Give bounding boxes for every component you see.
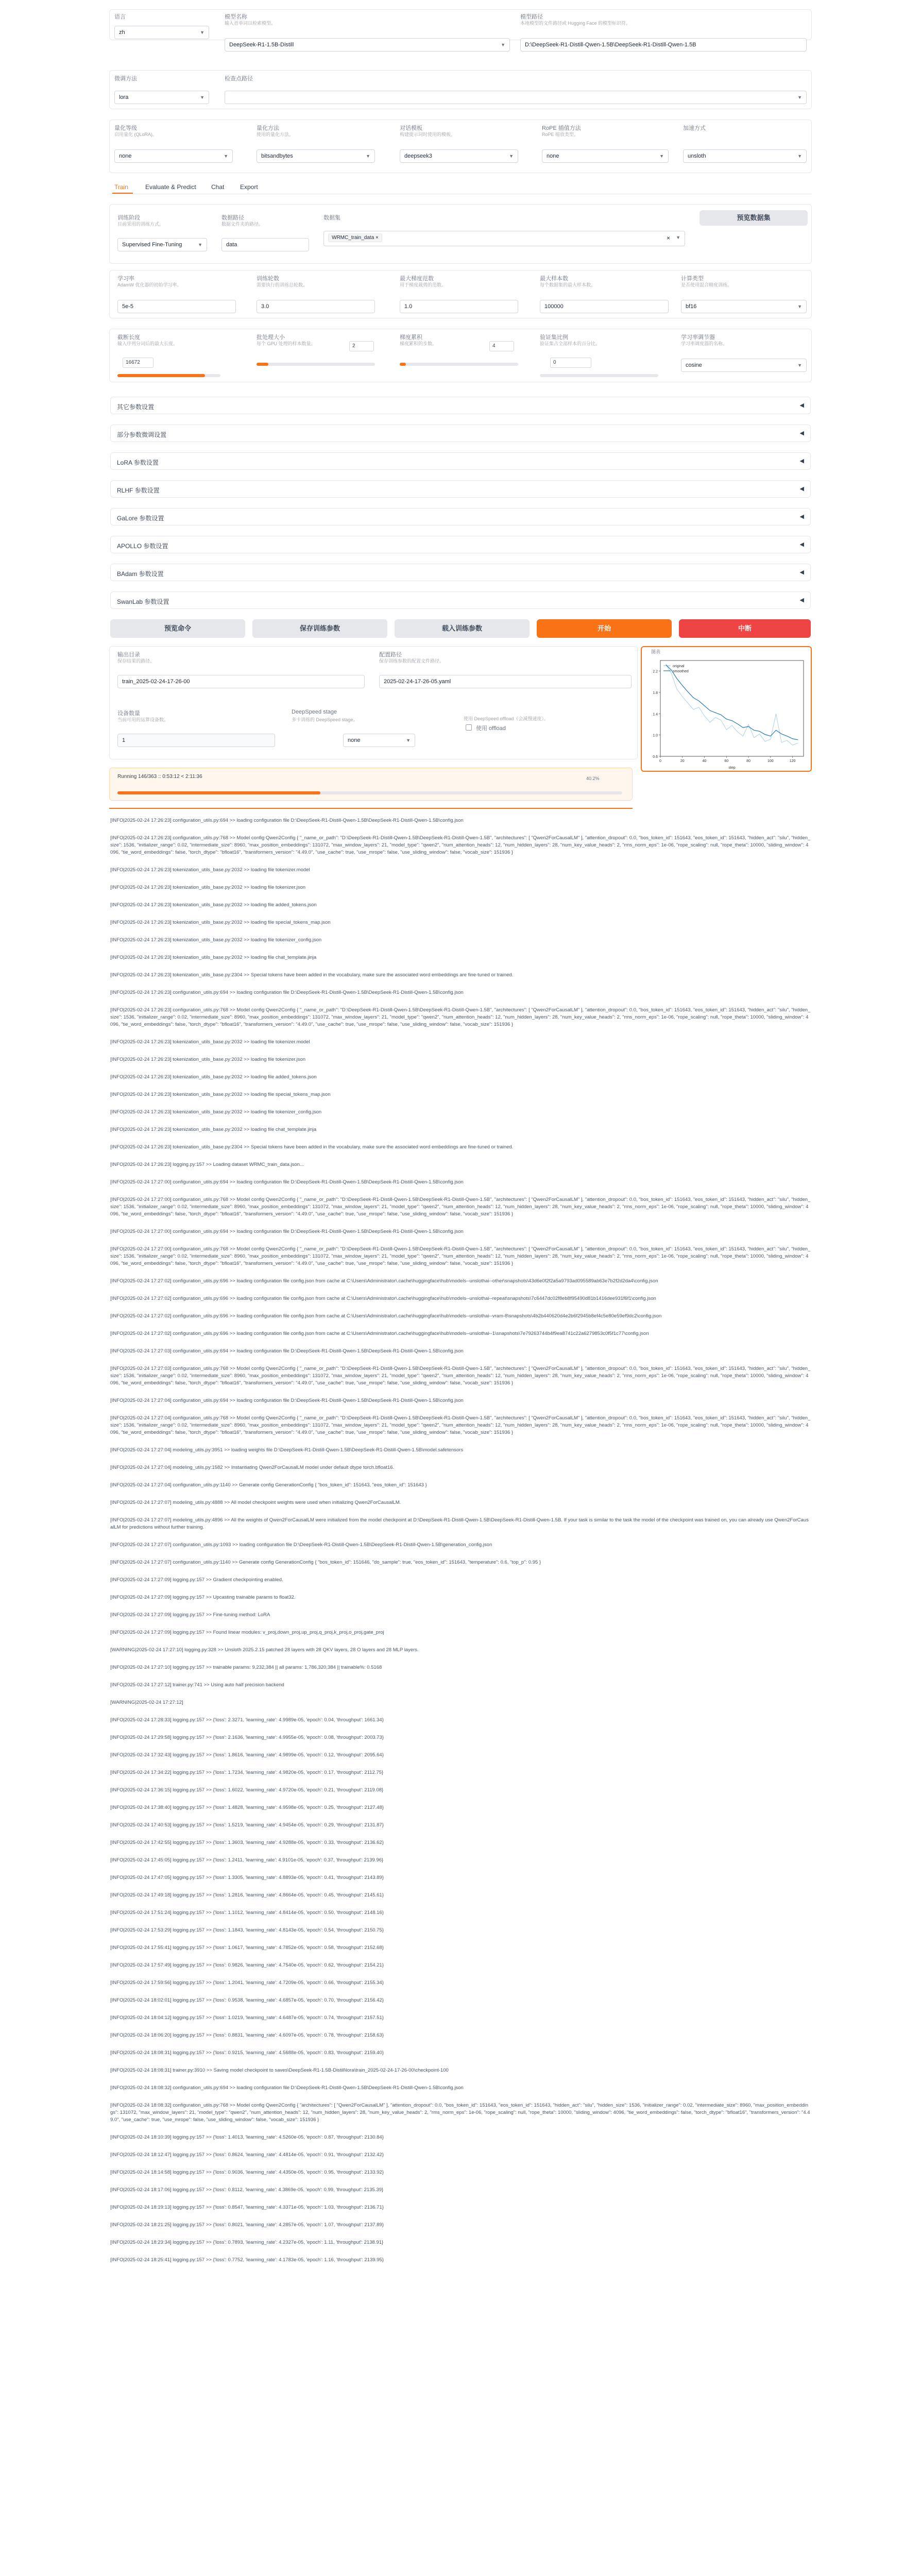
- log-line: [INFO|2025-02-24 17:45:05] logging.py:157 >> {'loss': 1.2411, 'learning_rate': 4.9101e-05, 'epoch': 0.37, 'throughput': 2139.96}: [110, 1857, 384, 1863]
- device-count-input[interactable]: 1: [117, 734, 275, 747]
- model-name-label: 模型名称: [225, 14, 247, 20]
- log-line: [INFO|2025-02-24 18:06:20] logging.py:157 >> {'loss': 0.8831, 'learning_rate': 4.6097e-05, 'epoch': 0.78, 'throughput': 2158.63}: [110, 2032, 384, 2038]
- tab-export[interactable]: Export: [240, 183, 258, 191]
- accordion-lora[interactable]: LoRA 参数设置 ◀: [110, 452, 811, 470]
- scheduler-label: 学习率调节器: [681, 334, 715, 341]
- chevron-down-icon: ▼: [501, 42, 505, 47]
- grad-acc-label: 梯度累积: [400, 334, 422, 341]
- log-line: [INFO|2025-02-24 17:26:23] tokenization_utils_base.py:2032 >> loading file chat_template.jinja: [110, 955, 317, 960]
- log-line: [INFO|2025-02-24 18:08:31] logging.py:157 >> {'loss': 0.9215, 'learning_rate': 4.5688e-05, 'epoch': 0.83, 'throughput': 2159.40}: [110, 2050, 384, 2056]
- finetune-select[interactable]: lora ▼: [114, 91, 209, 104]
- rope-label: RoPE 插值方法: [542, 125, 581, 131]
- log-line: [INFO|2025-02-24 17:34:22] logging.py:157 >> {'loss': 1.7234, 'learning_rate': 4.9820e-05, 'epoch': 0.17, 'throughput': 2112.75}: [110, 1770, 384, 1775]
- template-select[interactable]: deepseek3 ▼: [400, 149, 518, 163]
- log-line: [INFO|2025-02-24 17:26:23] configuration_utils.py:768 >> Model config Qwen2Config { "_name_or_path": "D:\DeepSeek-R1-Distill-Qwen-1.5B\DeepSeek-R1-Distill-Qwen-1.5B", "architectures": [ "Qwen2ForCausalLM" ], "attention_dropout": 0.0, "bos_token_id": 151643, "eos_token_id": 151643, "hidden_act": "silu", "hidden_size": 1536, "initializer_range": 0.02, "intermediate_size": 8960, "max_position_embeddings": 131072, "max_window_layers": 21, "model_type": "qwen2", "num_attention_heads": 12, "num_hidden_layers": 28, "num_key_value_heads": 2, "rms_norm_eps": 1e-06, "rope_scaling": null, "rope_theta": 10000, "sliding_window": 4096, "tie_word_embeddings": false, "torch_dtype": "bfloat16", "transformers_version": "4.49.0", "use_cache": true, "use_mrope": false, "use_sliding_window": false, "vocab_size": 151936 }: [110, 835, 811, 855]
- output-dir-sub: 保存结果的路径。: [117, 658, 155, 664]
- progress-percent: 40.2%: [586, 776, 600, 781]
- chart-legend-label: 图表: [651, 649, 661, 654]
- log-line: [INFO|2025-02-24 17:27:04] configuration_utils.py:768 >> Model config Qwen2Config { "_name_or_path": "D:\DeepSeek-R1-Distill-Qwen-1.5B\DeepSeek-R1-Distill-Qwen-1.5B", "architectures": [ "Qwen2ForCausalLM" ], "attention_dropout": 0.0, "bos_token_id": 151643, "eos_token_id": 151643, "hidden_act": "silu", "hidden_size": 1536, "initializer_range": 0.02, "intermediate_size": 8960, "max_position_embeddings": 131072, "max_window_layers": 21, "model_type": "qwen2", "num_attention_heads": 12, "num_hidden_layers": 28, "num_key_value_heads": 2, "rms_norm_eps": 1e-06, "rope_scaling": null, "rope_theta": 10000, "sliding_window": 4096, "tie_word_embeddings": false, "torch_dtype": "bfloat16", "transformers_version": "4.49.0", "use_cache": true, "use_mrope": false, "use_sliding_window": false, "vocab_size": 151936 }: [110, 1415, 811, 1435]
- log-line: [INFO|2025-02-24 17:51:24] logging.py:157 >> {'loss': 1.1012, 'learning_rate': 4.8414e-05, 'epoch': 0.50, 'throughput': 2148.16}: [110, 1910, 384, 1916]
- log-line: [INFO|2025-02-24 17:26:23] configuration_utils.py:694 >> loading configuration file D:\DeepSeek-R1-Distill-Qwen-1.5B\DeepSeek-R1-Distill-Qwen-1.5B\config.json: [110, 818, 464, 823]
- log-line: [INFO|2025-02-24 17:26:23] tokenization_utils_base.py:2032 >> loading file chat_template.jinja: [110, 1127, 317, 1132]
- log-line: [INFO|2025-02-24 17:59:56] logging.py:157 >> {'loss': 1.2041, 'learning_rate': 4.7209e-05, 'epoch': 0.66, 'throughput': 2155.34}: [110, 1980, 384, 1986]
- output-dir-label: 输出目录: [117, 652, 140, 658]
- chevron-down-icon: ▼: [797, 154, 802, 159]
- batch-slider[interactable]: [257, 363, 375, 366]
- accordion-extra[interactable]: 其它参数设置 ◀: [110, 397, 811, 414]
- log-line: [INFO|2025-02-24 17:26:23] tokenization_utils_base.py:2032 >> loading file tokenizer_config.json: [110, 937, 322, 943]
- max-grad-sub: 用于梯度裁剪的范数。: [400, 282, 447, 287]
- rope-select[interactable]: none ▼: [542, 149, 669, 163]
- y-tick-label: 2.2: [653, 670, 658, 674]
- log-line: [INFO|2025-02-24 17:27:07] configuration_utils.py:1140 >> Generate config GenerationConfig { "bos_token_id": 151646, "do_sample": true, "eos_token_id": 151643, "temperature": 0.6, "top_p": 0.95 }: [110, 1560, 541, 1565]
- batch-slider-fill: [257, 363, 268, 366]
- chevron-down-icon: ▼: [676, 235, 680, 240]
- log-line: [INFO|2025-02-24 18:25:41] logging.py:157 >> {'loss': 0.7752, 'learning_rate': 4.1783e-05, 'epoch': 1.16, 'throughput': 2139.95}: [110, 2257, 384, 2263]
- log-line: [INFO|2025-02-24 18:04:12] logging.py:157 >> {'loss': 1.0219, 'learning_rate': 4.6487e-05, 'epoch': 0.74, 'throughput': 2157.51}: [110, 2015, 384, 2021]
- log-line: [INFO|2025-02-24 18:08:32] configuration_utils.py:694 >> loading configuration file D:\DeepSeek-R1-Distill-Qwen-1.5B\DeepSeek-R1-Distill-Qwen-1.5B\config.json: [110, 2085, 464, 2091]
- dataset-select[interactable]: [323, 231, 685, 246]
- log-line: [INFO|2025-02-24 17:27:09] logging.py:157 >> Gradient checkpointing enabled.: [110, 1577, 283, 1583]
- ds-offload-label: 使用 offload: [476, 725, 506, 732]
- log-line: [INFO|2025-02-24 17:26:23] configuration_utils.py:768 >> Model config Qwen2Config { "_name_or_path": "D:\DeepSeek-R1-Distill-Qwen-1.5B\DeepSeek-R1-Distill-Qwen-1.5B", "architectures": [ "Qwen2ForCausalLM" ], "attention_dropout": 0.0, "bos_token_id": 151643, "eos_token_id": 151643, "hidden_act": "silu", "hidden_size": 1536, "initializer_range": 0.02, "intermediate_size": 8960, "max_position_embeddings": 131072, "max_window_layers": 21, "model_type": "qwen2", "num_attention_heads": 12, "num_hidden_layers": 28, "num_key_value_heads": 2, "rms_norm_eps": 1e-06, "rope_scaling": null, "rope_theta": 10000, "sliding_window": 4096, "tie_word_embeddings": false, "torch_dtype": "bfloat16", "transformers_version": "4.49.0", "use_cache": true, "use_mrope": false, "use_sliding_window": false, "vocab_size": 151936 }: [110, 1007, 811, 1027]
- rope-sub: RoPE 缩放类型。: [542, 132, 579, 137]
- checkpoint-label: 检查点路径: [225, 76, 253, 82]
- ds-stage-sub: 多卡训练的 DeepSpeed stage。: [292, 717, 358, 722]
- stage-select[interactable]: Supervised Fine-Tuning ▼: [117, 238, 207, 251]
- caret-left-icon: ◀: [799, 486, 804, 492]
- log-line: [INFO|2025-02-24 17:26:23] tokenization_utils_base.py:2032 >> loading file special_tokens_map.json: [110, 1092, 331, 1097]
- accordion-badam[interactable]: BAdam 参数设置 ◀: [110, 564, 811, 581]
- lang-label: 语言: [114, 14, 126, 20]
- log-line: [INFO|2025-02-24 17:40:53] logging.py:157 >> {'loss': 1.5219, 'learning_rate': 4.9454e-05, 'epoch': 0.29, 'throughput': 2131.87}: [110, 1822, 384, 1828]
- log-line: [INFO|2025-02-24 17:29:58] logging.py:157 >> {'loss': 2.1636, 'learning_rate': 4.9955e-05, 'epoch': 0.08, 'throughput': 2003.73}: [110, 1735, 384, 1740]
- log-line: [INFO|2025-02-24 17:26:23] tokenization_utils_base.py:2032 >> loading file tokenizer.model: [110, 1039, 310, 1045]
- template-sub: 构建提示词时使用的模板。: [400, 132, 456, 137]
- lr-sub: AdamW 优化器的初始学习率。: [117, 282, 182, 287]
- grad-acc-input[interactable]: 4: [489, 341, 514, 351]
- quant-bit-label: 量化等级: [114, 125, 137, 131]
- chevron-down-icon: ▼: [509, 154, 514, 159]
- abort-button[interactable]: 中断: [679, 619, 811, 638]
- ds-stage-select[interactable]: none ▼: [343, 734, 415, 747]
- progress-fill: [117, 791, 320, 794]
- chevron-down-icon: ▼: [406, 738, 411, 743]
- log-line: [INFO|2025-02-24 17:38:40] logging.py:157 >> {'loss': 1.4828, 'learning_rate': 4.9598e-05, 'epoch': 0.25, 'throughput': 2127.48}: [110, 1805, 384, 1810]
- log-line: [INFO|2025-02-24 17:27:09] logging.py:157 >> Upcasting trainable params to float32.: [110, 1595, 296, 1600]
- x-tick-label: 80: [746, 759, 751, 763]
- cutoff-sub: 输入序列分词后的最大长度。: [117, 341, 178, 346]
- ds-offload-sub: 使用 DeepSpeed offload（会减慢速度）。: [464, 716, 549, 721]
- log-line: [INFO|2025-02-24 17:27:02] configuration_utils.py:696 >> loading configuration file config.json from cache at C:\Users\Administrator\.cache\huggingface\hub\models--unslothai--vram-8\snapshots\4b2b440620d4e2b6f2945b8ef4c5e80e59ef9dc2\config.json: [110, 1313, 662, 1319]
- model-path-label: 模型路径: [520, 14, 543, 20]
- max-samples-input[interactable]: 100000: [540, 300, 669, 313]
- caret-left-icon: ◀: [799, 458, 804, 464]
- tab-chat[interactable]: Chat: [211, 183, 225, 191]
- data-dir-label: 数据路径: [221, 215, 244, 221]
- chevron-down-icon: ▼: [200, 30, 204, 35]
- x-axis-label: step: [728, 766, 736, 770]
- val-size-label: 验证集比例: [540, 334, 568, 341]
- model-path-sub: 本地模型的文件路径或 Hugging Face 的模型标识符。: [520, 21, 631, 26]
- ds-stage-label: DeepSpeed stage: [292, 709, 337, 715]
- log-line: [INFO|2025-02-24 17:36:15] logging.py:157 >> {'loss': 1.6022, 'learning_rate': 4.9720e-05, 'epoch': 0.21, 'throughput': 2119.08}: [110, 1787, 384, 1793]
- cutoff-input[interactable]: 16672: [123, 358, 154, 368]
- lang-select[interactable]: zh ▼: [114, 26, 209, 39]
- quant-bit-select[interactable]: none ▼: [114, 149, 233, 163]
- log-line: [INFO|2025-02-24 17:26:23] tokenization_utils_base.py:2032 >> loading file tokenizer.json: [110, 1057, 306, 1062]
- batch-label: 批处理大小: [257, 334, 285, 341]
- chevron-down-icon: ▼: [366, 154, 370, 159]
- loss-chart: [645, 655, 809, 770]
- x-tick-label: 40: [702, 759, 707, 763]
- log-line: [INFO|2025-02-24 17:27:00] configuration_utils.py:694 >> loading configuration file D:\DeepSeek-R1-Distill-Qwen-1.5B\DeepSeek-R1-Distill-Qwen-1.5B\config.json: [110, 1229, 464, 1234]
- log-line: [INFO|2025-02-24 17:27:02] configuration_utils.py:696 >> loading configuration file config.json from cache at C:\Users\Administrator\.cache\huggingface\hub\models--unslothai--repeat\snapshots\7c6447dc02f8eb8f95490d81b1416dee931f6f1\config.json: [110, 1296, 656, 1301]
- epochs-sub: 需要执行的训练总轮数。: [257, 282, 308, 287]
- clear-icon[interactable]: ×: [666, 234, 670, 242]
- model-path-input[interactable]: D:\DeepSeek-R1-Distill-Qwen-1.5B\DeepSeek-R1-Distill-Qwen-1.5B: [520, 38, 807, 52]
- log-line: [INFO|2025-02-24 18:19:13] logging.py:157 >> {'loss': 0.8547, 'learning_rate': 4.3371e-05, 'epoch': 1.03, 'throughput': 2136.71}: [110, 2205, 384, 2210]
- accordion-freeze[interactable]: 部分参数微调设置 ◀: [110, 425, 811, 442]
- stage-label: 训练阶段: [117, 215, 140, 221]
- log-line: [INFO|2025-02-24 17:26:23] tokenization_utils_base.py:2032 >> loading file special_tokens_map.json: [110, 920, 331, 925]
- save-args-button[interactable]: 保存训练参数: [252, 619, 387, 638]
- log-line: [INFO|2025-02-24 17:26:23] tokenization_utils_base.py:2032 >> loading file tokenizer.model: [110, 867, 310, 873]
- max-samples-sub: 每个数据集的最大样本数。: [540, 282, 596, 287]
- max-grad-label: 最大梯度范数: [400, 276, 434, 282]
- chevron-down-icon: ▼: [797, 363, 802, 368]
- progress-text: Running 146/363 :: 0:53:12 < 2:11:36: [117, 774, 202, 779]
- val-size-input[interactable]: 0: [550, 358, 591, 368]
- legend-entry: original: [673, 665, 685, 668]
- log-line: [INFO|2025-02-24 17:42:55] logging.py:157 >> {'loss': 1.3603, 'learning_rate': 4.9288e-05, 'epoch': 0.33, 'throughput': 2136.62}: [110, 1840, 384, 1845]
- log-line: [INFO|2025-02-24 17:27:00] configuration_utils.py:768 >> Model config Qwen2Config { "_name_or_path": "D:\DeepSeek-R1-Distill-Qwen-1.5B\DeepSeek-R1-Distill-Qwen-1.5B", "architectures": [ "Qwen2ForCausalLM" ], "attention_dropout": 0.0, "bos_token_id": 151643, "eos_token_id": 151643, "hidden_act": "silu", "hidden_size": 1536, "initializer_range": 0.02, "intermediate_size": 8960, "max_position_embeddings": 131072, "max_window_layers": 21, "model_type": "qwen2", "num_attention_heads": 12, "num_hidden_layers": 28, "num_key_value_heads": 2, "rms_norm_eps": 1e-06, "rope_scaling": null, "rope_theta": 10000, "sliding_window": 4096, "tie_word_embeddings": false, "torch_dtype": "bfloat16", "transformers_version": "4.49.0", "use_cache": true, "use_mrope": false, "use_sliding_window": false, "vocab_size": 151936 }: [110, 1197, 811, 1217]
- max-grad-input[interactable]: 1.0: [400, 300, 518, 313]
- log-line: [INFO|2025-02-24 17:49:18] logging.py:157 >> {'loss': 1.2816, 'learning_rate': 4.8664e-05, 'epoch': 0.45, 'throughput': 2145.61}: [110, 1892, 384, 1898]
- log-line: [INFO|2025-02-24 17:26:23] tokenization_utils_base.py:2032 >> loading file tokenizer.json: [110, 885, 306, 890]
- log-line: [INFO|2025-02-24 17:27:09] logging.py:157 >> Found linear modules: v_proj,down_proj,up_proj,q_proj,k_proj,o_proj,gate_proj: [110, 1630, 384, 1635]
- stage-sub: 目前采用的训练方式。: [117, 222, 164, 227]
- log-line: [INFO|2025-02-24 17:27:04] modeling_utils.py:3951 >> loading weights file D:\DeepSeek-R1-Distill-Qwen-1.5B\DeepSeek-R1-Distill-Qwen-1.5B\model.safetensors: [110, 1447, 464, 1453]
- log-line: [INFO|2025-02-24 17:57:49] logging.py:157 >> {'loss': 0.9826, 'learning_rate': 4.7540e-05, 'epoch': 0.62, 'throughput': 2154.21}: [110, 1962, 384, 1968]
- progress-underline: [109, 808, 633, 809]
- log-line: [INFO|2025-02-24 18:14:58] logging.py:157 >> {'loss': 0.9036, 'learning_rate': 4.4350e-05, 'epoch': 0.95, 'throughput': 2133.92}: [110, 2170, 384, 2175]
- dataset-label: 数据集: [323, 215, 340, 221]
- preview-command-button[interactable]: 预览命令: [110, 619, 245, 638]
- device-count-sub: 当前可用的运算设备数。: [117, 717, 169, 722]
- log-line: [INFO|2025-02-24 18:12:47] logging.py:157 >> {'loss': 0.8624, 'learning_rate': 4.4814e-05, 'epoch': 0.91, 'throughput': 2132.42}: [110, 2152, 384, 2158]
- log-line: [INFO|2025-02-24 17:26:23] tokenization_utils_base.py:2032 >> loading file added_tokens.json: [110, 902, 317, 908]
- x-tick-label: 60: [724, 759, 729, 763]
- log-line: [WARNING|2025-02-24 17:27:12]: [110, 1700, 183, 1705]
- caret-left-icon: ◀: [799, 402, 804, 409]
- log-line: [INFO|2025-02-24 17:27:07] configuration_utils.py:1093 >> loading configuration file D:\DeepSeek-R1-Distill-Qwen-1.5B\DeepSeek-R1-Distill-Qwen-1.5B\generation_config.json: [110, 1542, 492, 1548]
- checkpoint-select[interactable]: [225, 91, 807, 104]
- caret-left-icon: ◀: [799, 541, 804, 548]
- ds-offload-checkbox[interactable]: [466, 724, 472, 731]
- cutoff-label: 截断长度: [117, 334, 140, 341]
- training-log: [110, 817, 811, 2576]
- max-samples-label: 最大样本数: [540, 276, 568, 282]
- tab-train[interactable]: Train: [114, 183, 128, 191]
- log-line: [INFO|2025-02-24 17:27:02] configuration_utils.py:696 >> loading configuration file config.json from cache at C:\Users\Administrator\.cache\huggingface\hub\models--unslothai--1\snapshots\7e79263744b4f9ea8741c22a6279853c0f5f1c77\config.json: [110, 1331, 649, 1336]
- chevron-down-icon: ▼: [200, 95, 204, 100]
- val-size-sub: 验证集占全部样本的百分比。: [540, 341, 601, 346]
- log-line: [INFO|2025-02-24 17:47:05] logging.py:157 >> {'loss': 1.3305, 'learning_rate': 4.8893e-05, 'epoch': 0.41, 'throughput': 2143.89}: [110, 1875, 384, 1880]
- log-line: [INFO|2025-02-24 18:08:32] configuration_utils.py:768 >> Model config Qwen2Config { "architectures": [ "Qwen2ForCausalLM" ], "attention_dropout": 0.0, "bos_token_id": 151643, "eos_token_id": 151643, "hidden_act": "silu", "hidden_size": 1536, "initializer_range": 0.02, "intermediate_size": 8960, "max_position_embeddings": 131072, "max_window_layers": 21, "model_type": "qwen2", "num_attention_heads": 12, "num_hidden_layers": 28, "num_key_value_heads": 2, "rms_norm_eps": 1e-06, "rope_scaling": null, "rope_theta": 10000, "sliding_window": 4096, "tie_word_embeddings": false, "torch_dtype": "bfloat16", "transformers_version": "4.49.0", "use_cache": true, "use_mrope": false, "use_sliding_window": false, "vocab_size": 151936 }: [110, 2103, 810, 2123]
- booster-label: 加速方式: [683, 125, 706, 131]
- chevron-down-icon: ▼: [198, 242, 202, 247]
- log-line: [INFO|2025-02-24 17:27:07] modeling_utils.py:4888 >> All model checkpoint weights were used when initializing Qwen2ForCausalLM.: [110, 1500, 401, 1505]
- y-tick-label: 0.6: [653, 755, 658, 759]
- close-icon[interactable]: ×: [376, 235, 379, 241]
- compute-type-sub: 是否使用混合精度训练。: [681, 282, 732, 287]
- log-line: [INFO|2025-02-24 17:28:33] logging.py:157 >> {'loss': 2.3271, 'learning_rate': 4.9989e-05, 'epoch': 0.04, 'throughput': 1661.34}: [110, 1717, 384, 1723]
- log-line: [INFO|2025-02-24 17:27:04] modeling_utils.py:1582 >> Instantiating Qwen2ForCausalLM model under default dtype torch.bfloat16.: [110, 1465, 395, 1470]
- log-line: [INFO|2025-02-24 17:27:09] logging.py:157 >> Fine-tuning method: LoRA: [110, 1612, 270, 1618]
- accordion-galore[interactable]: GaLore 参数设置 ◀: [110, 508, 811, 526]
- log-line: [INFO|2025-02-24 17:27:00] configuration_utils.py:768 >> Model config Qwen2Config { "_name_or_path": "D:\DeepSeek-R1-Distill-Qwen-1.5B\DeepSeek-R1-Distill-Qwen-1.5B", "architectures": [ "Qwen2ForCausalLM" ], "attention_dropout": 0.0, "bos_token_id": 151643, "eos_token_id": 151643, "hidden_act": "silu", "hidden_size": 1536, "initializer_range": 0.02, "intermediate_size": 8960, "max_position_embeddings": 131072, "max_window_layers": 21, "model_type": "qwen2", "num_attention_heads": 12, "num_hidden_layers": 28, "num_key_value_heads": 2, "rms_norm_eps": 1e-06, "rope_scaling": null, "rope_theta": 10000, "sliding_window": 4096, "tie_word_embeddings": false, "torch_dtype": "bfloat16", "transformers_version": "4.49.0", "use_cache": true, "use_mrope": false, "use_sliding_window": false, "vocab_size": 151936 }: [110, 1246, 811, 1266]
- data-dir-sub: 数据文件夹的路径。: [221, 222, 264, 227]
- log-line: [INFO|2025-02-24 17:27:07] modeling_utils.py:4896 >> All the weights of Qwen2ForCausalLM were initialized from the model checkpoint at D:\DeepSeek-R1-Distill-Qwen-1.5B\DeepSeek-R1-Distill-Qwen-1.5B. If your task is similar to the task the model of the checkpoint was trained on, you can already use Qwen2ForCausalLM for predictions without further training.: [110, 1517, 809, 1530]
- caret-left-icon: ◀: [799, 514, 804, 520]
- log-line: [WARNING|2025-02-24 17:27:10] logging.py:328 >> Unsloth 2025.2.15 patched 28 layers with 28 QKV layers, 28 O layers and 28 MLP layers.: [110, 1647, 419, 1653]
- preview-dataset-button[interactable]: 预览数据集: [700, 210, 808, 226]
- caret-left-icon: ◀: [799, 597, 804, 603]
- log-line: [INFO|2025-02-24 17:26:23] configuration_utils.py:694 >> loading configuration file D:\DeepSeek-R1-Distill-Qwen-1.5B\DeepSeek-R1-Distill-Qwen-1.5B\config.json: [110, 990, 464, 995]
- val-size-slider[interactable]: [540, 374, 658, 377]
- log-line: [INFO|2025-02-24 17:26:23] logging.py:157 >> Loading dataset WRMC_train_data.json...: [110, 1162, 304, 1167]
- log-line: [INFO|2025-02-24 17:55:41] logging.py:157 >> {'loss': 1.0617, 'learning_rate': 4.7852e-05, 'epoch': 0.58, 'throughput': 2152.68}: [110, 1945, 384, 1951]
- progress-track: [117, 791, 622, 794]
- lr-label: 学习率: [117, 276, 134, 282]
- accordion-rlhf[interactable]: RLHF 参数设置 ◀: [110, 480, 811, 498]
- scheduler-sub: 学习率调度器的名称。: [681, 341, 728, 346]
- y-tick-label: 1.4: [653, 713, 658, 717]
- log-line: [INFO|2025-02-24 17:27:04] configuration_utils.py:694 >> loading configuration file D:\DeepSeek-R1-Distill-Qwen-1.5B\DeepSeek-R1-Distill-Qwen-1.5B\config.json: [110, 1398, 464, 1403]
- log-line: [INFO|2025-02-24 17:32:43] logging.py:157 >> {'loss': 1.8616, 'learning_rate': 4.9899e-05, 'epoch': 0.12, 'throughput': 2095.64}: [110, 1752, 384, 1758]
- grad-acc-sub: 梯度累积的步数。: [400, 341, 437, 346]
- load-args-button[interactable]: 载入训练参数: [395, 619, 530, 638]
- quant-method-select[interactable]: bitsandbytes ▼: [257, 149, 375, 163]
- log-line: [INFO|2025-02-24 18:21:25] logging.py:157 >> {'loss': 0.8021, 'learning_rate': 4.2857e-05, 'epoch': 1.07, 'throughput': 2137.89}: [110, 2222, 384, 2228]
- compute-type-select[interactable]: bf16 ▼: [681, 300, 807, 313]
- chevron-down-icon: ▼: [797, 304, 802, 309]
- log-line: [INFO|2025-02-24 17:26:23] tokenization_utils_base.py:2032 >> loading file tokenizer_config.json: [110, 1109, 322, 1115]
- log-line: [INFO|2025-02-24 17:27:10] logging.py:157 >> trainable params: 9,232,384 || all params: 1,786,320,384 || trainable%: 0.5168: [110, 1665, 382, 1670]
- x-tick-label: 20: [680, 759, 685, 763]
- quant-method-label: 量化方法: [257, 125, 279, 131]
- tab-evaluate[interactable]: Evaluate & Predict: [145, 183, 196, 191]
- x-tick-label: 0: [659, 759, 661, 763]
- caret-left-icon: ◀: [799, 569, 804, 575]
- chart-plot-area: [660, 660, 804, 756]
- dataset-chip[interactable]: WRMC_train_data ×: [328, 233, 382, 242]
- quant-bit-sub: 启用量化 (QLoRA)。: [114, 132, 158, 137]
- lr-input[interactable]: 5e-5: [117, 300, 236, 313]
- y-tick-label: 1.0: [653, 734, 658, 738]
- batch-input[interactable]: 2: [349, 341, 374, 351]
- chevron-down-icon: ▼: [224, 154, 228, 159]
- chevron-down-icon: ▼: [659, 154, 664, 159]
- log-line: [INFO|2025-02-24 17:53:29] logging.py:157 >> {'loss': 1.1843, 'learning_rate': 4.8143e-05, 'epoch': 0.54, 'throughput': 2150.75}: [110, 1927, 384, 1933]
- log-line: [INFO|2025-02-24 18:23:34] logging.py:157 >> {'loss': 0.7893, 'learning_rate': 4.2327e-05, 'epoch': 1.11, 'throughput': 2138.91}: [110, 2240, 384, 2245]
- log-line: [INFO|2025-02-24 17:27:00] configuration_utils.py:694 >> loading configuration file D:\DeepSeek-R1-Distill-Qwen-1.5B\DeepSeek-R1-Distill-Qwen-1.5B\config.json: [110, 1179, 464, 1185]
- data-dir-input[interactable]: data: [221, 238, 309, 251]
- log-line: [INFO|2025-02-24 18:10:39] logging.py:157 >> {'loss': 1.4013, 'learning_rate': 4.5260e-05, 'epoch': 0.87, 'throughput': 2130.84}: [110, 2134, 384, 2140]
- log-line: [INFO|2025-02-24 17:26:23] tokenization_utils_base.py:2304 >> Special tokens have been added in the vocabulary, make sure the associated word embeddings are fine-tuned or trained.: [110, 972, 514, 978]
- template-label: 对话模板: [400, 125, 422, 131]
- log-line: [INFO|2025-02-24 17:27:12] trainer.py:741 >> Using auto half precision backend: [110, 1682, 284, 1688]
- caret-left-icon: ◀: [799, 430, 804, 436]
- advanced-config-panel: [109, 120, 812, 173]
- booster-select[interactable]: unsloth ▼: [683, 149, 807, 163]
- progress-panel: [109, 768, 633, 801]
- compute-type-label: 计算类型: [681, 276, 704, 282]
- top-settings-panel: [109, 9, 812, 40]
- cutoff-slider-fill: [117, 374, 205, 377]
- x-tick-label: 120: [789, 759, 796, 763]
- log-line: [INFO|2025-02-24 17:26:23] tokenization_utils_base.py:2304 >> Special tokens have been added in the vocabulary, make sure the associated word embeddings are fine-tuned or trained.: [110, 1144, 514, 1150]
- log-line: [INFO|2025-02-24 18:02:01] logging.py:157 >> {'loss': 0.9538, 'learning_rate': 4.6857e-05, 'epoch': 0.70, 'throughput': 2156.42}: [110, 1997, 384, 2003]
- batch-sub: 每个 GPU 处理的样本数量。: [257, 341, 316, 346]
- log-line: [INFO|2025-02-24 17:27:04] configuration_utils.py:1140 >> Generate config GenerationConfig { "bos_token_id": 151643, "eos_token_id": 151643 }: [110, 1482, 427, 1488]
- log-line: [INFO|2025-02-24 17:27:03] configuration_utils.py:768 >> Model config Qwen2Config { "_name_or_path": "D:\DeepSeek-R1-Distill-Qwen-1.5B\DeepSeek-R1-Distill-Qwen-1.5B", "architectures": [ "Qwen2ForCausalLM" ], "attention_dropout": 0.0, "bos_token_id": 151643, "eos_token_id": 151643, "hidden_act": "silu", "hidden_size": 1536, "initializer_range": 0.02, "intermediate_size": 8960, "max_position_embeddings": 131072, "max_window_layers": 21, "model_type": "qwen2", "num_attention_heads": 12, "num_hidden_layers": 28, "num_key_value_heads": 2, "rms_norm_eps": 1e-06, "rope_scaling": null, "rope_theta": 10000, "sliding_window": 4096, "tie_word_embeddings": false, "torch_dtype": "bfloat16", "transformers_version": "4.49.0", "use_cache": true, "use_mrope": false, "use_sliding_window": false, "vocab_size": 151936 }: [110, 1366, 811, 1386]
- accordion-swanlab[interactable]: SwanLab 参数设置 ◀: [110, 591, 811, 609]
- epochs-label: 训练轮数: [257, 276, 279, 282]
- config-path-sub: 保存训练参数的配置文件路径。: [379, 658, 445, 664]
- log-line: [INFO|2025-02-24 18:17:06] logging.py:157 >> {'loss': 0.8112, 'learning_rate': 4.3869e-05, 'epoch': 0.99, 'throughput': 2135.39}: [110, 2187, 384, 2193]
- chevron-down-icon: ▼: [797, 95, 802, 100]
- scheduler-select[interactable]: cosine ▼: [681, 359, 807, 372]
- grad-acc-slider[interactable]: [400, 363, 518, 366]
- x-tick-label: 100: [768, 759, 774, 763]
- device-count-label: 设备数量: [117, 710, 140, 717]
- grad-acc-slider-fill: [400, 363, 406, 366]
- log-line: [INFO|2025-02-24 17:26:23] tokenization_utils_base.py:2032 >> loading file added_tokens.json: [110, 1074, 317, 1080]
- epochs-input[interactable]: 3.0: [257, 300, 375, 313]
- accordion-apollo[interactable]: APOLLO 参数设置 ◀: [110, 536, 811, 553]
- log-line: [INFO|2025-02-24 17:27:03] configuration_utils.py:694 >> loading configuration file D:\DeepSeek-R1-Distill-Qwen-1.5B\DeepSeek-R1-Distill-Qwen-1.5B\config.json: [110, 1348, 464, 1354]
- y-tick-label: 1.8: [653, 691, 658, 695]
- model-name-select[interactable]: DeepSeek-R1-1.5B-Distill ▼: [225, 38, 510, 52]
- cutoff-slider[interactable]: [117, 374, 220, 377]
- legend-entry: smoothed: [673, 670, 689, 673]
- finetune-label: 微调方法: [114, 76, 137, 82]
- config-path-label: 配置路径: [379, 652, 402, 658]
- log-line: [INFO|2025-02-24 18:08:31] trainer.py:3910 >> Saving model checkpoint to saves\DeepSeek-R1-1.5B-Distill\lora\train_2025-02-24-17-26-00\checkpoint-100: [110, 2067, 449, 2073]
- config-path-input[interactable]: 2025-02-24-17-26-05.yaml: [379, 675, 632, 688]
- model-name-sub: 输入首单词以检索模型。: [225, 21, 276, 26]
- start-button[interactable]: 开始: [537, 619, 672, 638]
- quant-method-sub: 使用的量化方法。: [257, 132, 294, 137]
- log-line: [INFO|2025-02-24 17:27:02] configuration_utils.py:696 >> loading configuration file config.json from cache at C:\Users\Administrator\.cache\huggingface\hub\models--unslothai--other\snapshots\43d6e0f2f2a5a9793ad095589ab63e7b2f2d2da4\config.json: [110, 1278, 658, 1284]
- output-dir-input[interactable]: train_2025-02-24-17-26-00: [117, 675, 365, 688]
